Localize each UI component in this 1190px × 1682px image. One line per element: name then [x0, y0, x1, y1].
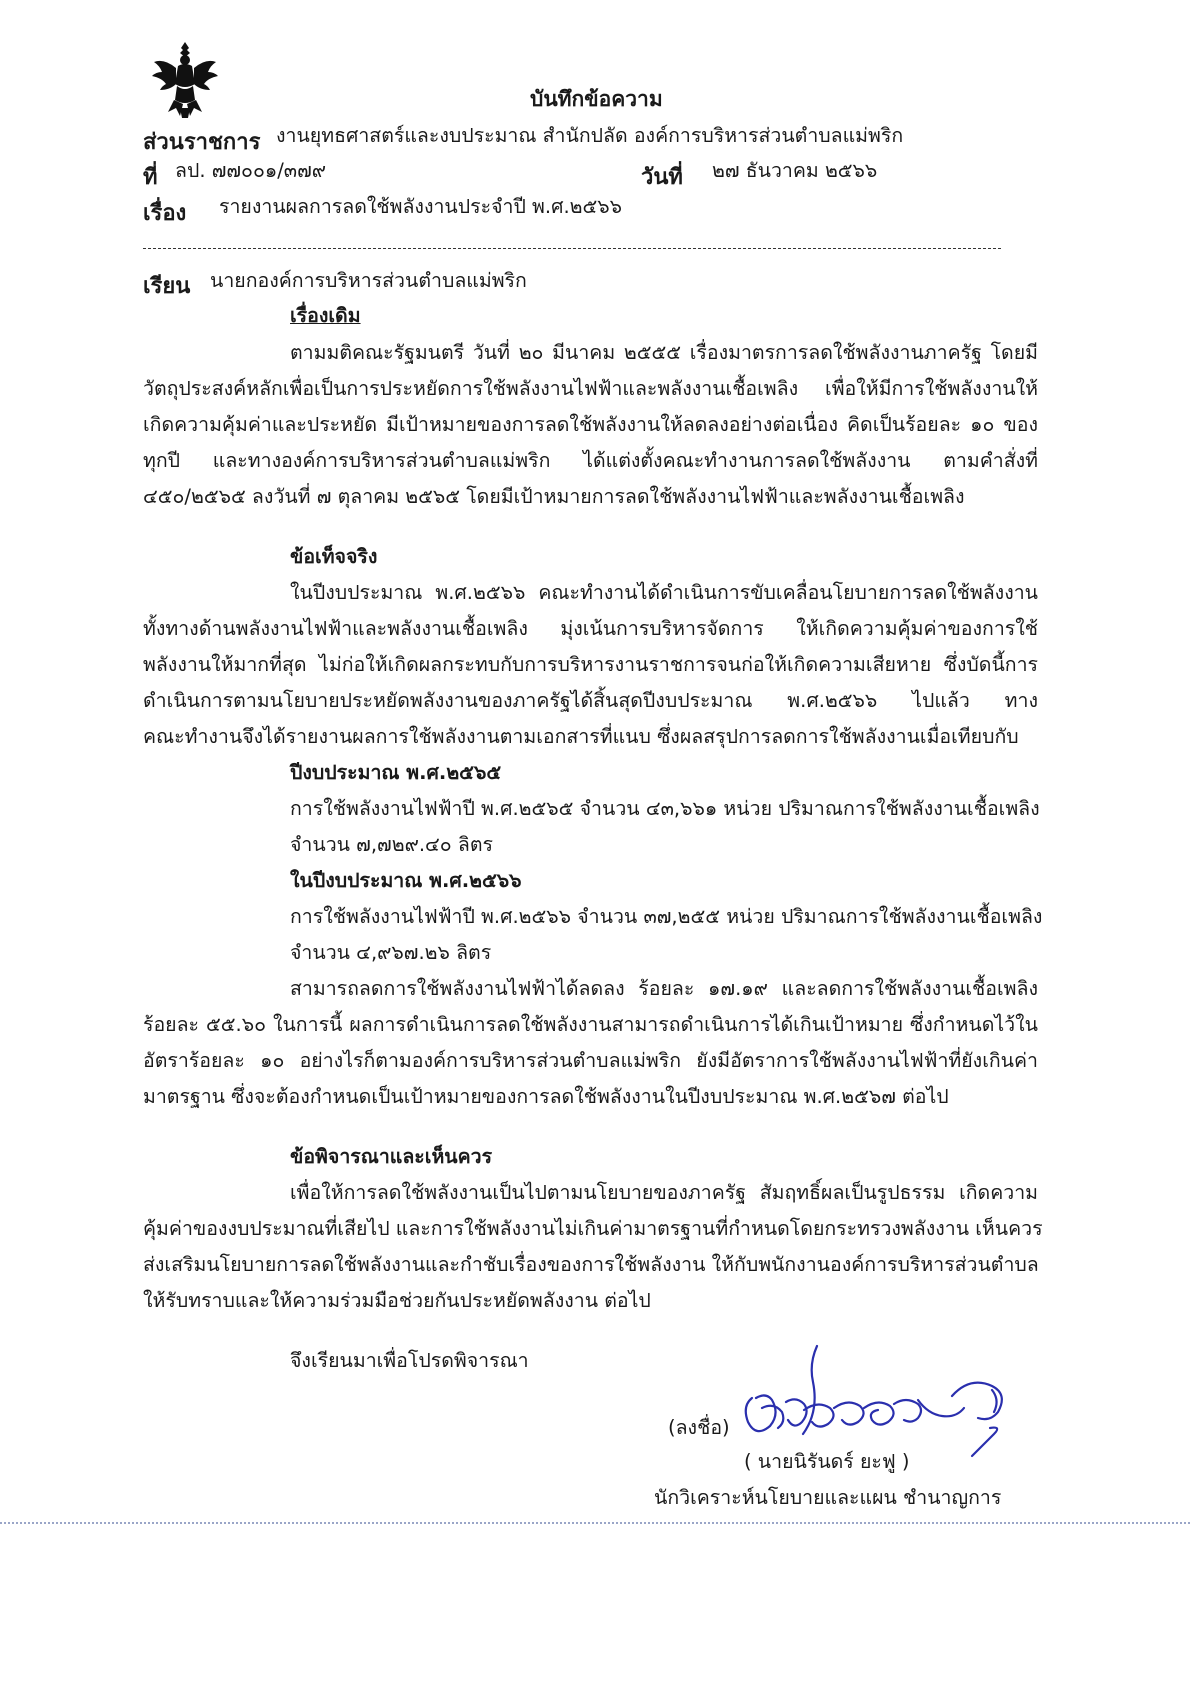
result-line: อัตราร้อยละ ๑๐ อย่างไรก็ตามองค์การบริหารส่วนตำบลแม่พริก ยังมีอัตราการใช้พลังงานไฟฟ้าที่ยังเกินค่า	[143, 1049, 1038, 1072]
agency-label: ส่วนราชการ	[143, 130, 261, 155]
subject-value: รายงานผลการลดใช้พลังงานประจำปี พ.ศ.๒๕๖๖	[219, 195, 623, 218]
facts-line: ทั้งทางด้านพลังงานไฟฟ้าและพลังงานเชื้อเพลิง มุ่งเน้นการบริหารจัดการ ให้เกิดความคุ้มค่าของการใช้	[143, 617, 1038, 640]
facts-line: พลังงานให้มากที่สุด ไม่ก่อให้เกิดผลกระทบกับการบริหารงานราชการจนก่อให้เกิดความเสียหาย ซึ่งบัดนี้การ	[143, 653, 1038, 676]
sign-label: (ลงชื่อ)	[668, 1416, 730, 1439]
memo-title: บันทึกข้อความ	[530, 87, 663, 111]
subject-label: เรื่อง	[143, 201, 187, 226]
background-line: วัตถุประสงค์หลักเพื่อเป็นการประหยัดการใช้พลังงานไฟฟ้าและพลังงานเชื้อเพลิง เพื่อให้มีการใช้พลังงานให้	[143, 377, 1038, 400]
result-line: ร้อยละ ๕๕.๖๐ ในการนี้ ผลการดำเนินการลดใช้พลังงานสามารถดำเนินการได้เกินเป้าหมาย ซึ่งกำหนดไว้ใน	[143, 1013, 1038, 1036]
result-line: มาตรฐาน ซึ่งจะต้องกำหนดเป็นเป้าหมายของการลดใช้พลังงานในปีงบประมาณ พ.ศ.๒๕๖๗ ต่อไป	[143, 1085, 949, 1108]
signatory-position: นักวิเคราะห์นโยบายและแผน ชำนาญการ	[654, 1486, 1002, 1509]
background-line: ทุกปี และทางองค์การบริหารส่วนตำบลแม่พริก ได้แต่งตั้งคณะทำงานการลดใช้พลังงาน ตามคำสั่งที่	[143, 449, 1038, 472]
fy2566-line: การใช้พลังงานไฟฟ้าปี พ.ศ.๒๕๖๖ จำนวน ๓๗,๒๕๕ หน่วย ปริมาณการใช้พลังงานเชื้อเพลิง	[290, 905, 1043, 928]
salutation-to: นายกองค์การบริหารส่วนตำบลแม่พริก	[210, 269, 527, 292]
facts-heading: ข้อเท็จจริง	[290, 545, 378, 568]
considerations-line: เพื่อให้การลดใช้พลังงานเป็นไปตามนโยบายของภาครัฐ สัมฤทธิ์ผลเป็นรูปธรรม เกิดความ	[290, 1181, 1038, 1204]
signatory-name: ( นายนิรันดร์ ยะฟู )	[744, 1450, 910, 1473]
fy2565-heading: ปีงบประมาณ พ.ศ.๒๕๖๕	[290, 761, 502, 784]
doc-number-label: ที่	[143, 165, 158, 190]
fy2565-line: การใช้พลังงานไฟฟ้าปี พ.ศ.๒๕๖๕ จำนวน ๔๓,๖๖๑ หน่วย ปริมาณการใช้พลังงานเชื้อเพลิง	[290, 797, 1040, 820]
considerations-line: ให้รับทราบและให้ความร่วมมือช่วยกันประหยัดพลังงาน ต่อไป	[143, 1289, 651, 1312]
result-line: สามารถลดการใช้พลังงานไฟฟ้าได้ลดลง ร้อยละ ๑๗.๑๙ และลดการใช้พลังงานเชื้อเพลิง	[290, 977, 1038, 1000]
considerations-line: คุ้มค่าของงบประมาณที่เสียไป และการใช้พลังงานไม่เกินค่ามาตรฐานที่กำหนดโดยกระทรวงพลังงาน เห็นควร	[143, 1217, 1043, 1240]
fy2566-heading: ในปีงบประมาณ พ.ศ.๒๕๖๖	[290, 869, 522, 892]
facts-line: คณะทำงานจึงได้รายงานผลการใช้พลังงานตามเอกสารที่แนบ ซึ่งผลสรุปการลดการใช้พลังงานเมื่อเทียบกับ	[143, 725, 1019, 748]
page-bottom-rule	[0, 1522, 1190, 1524]
garuda-emblem-icon	[150, 38, 220, 120]
background-line: ตามมติคณะรัฐมนตรี วันที่ ๒๐ มีนาคม ๒๕๕๕ เรื่องมาตรการลดใช้พลังงานภาครัฐ โดยมี	[290, 341, 1038, 364]
background-line: ๔๕๐/๒๕๖๕ ลงวันที่ ๗ ตุลาคม ๒๕๖๕ โดยมีเป้าหมายการลดใช้พลังงานไฟฟ้าและพลังงานเชื้อเพลิง	[143, 485, 965, 508]
fy2566-line: จำนวน ๔,๙๖๗.๒๖ ลิตร	[290, 941, 492, 964]
header-divider	[143, 248, 1001, 249]
signature-icon	[722, 1338, 1062, 1468]
date-value: ๒๗ ธันวาคม ๒๕๖๖	[712, 159, 878, 182]
background-heading: เรื่องเดิม	[290, 304, 361, 327]
background-line: เกิดความคุ้มค่าและประหยัด มีเป้าหมายของการลดใช้พลังงานให้ลดลงอย่างต่อเนื่อง คิดเป็นร้อยละ ๑๐ ของ	[143, 413, 1038, 436]
doc-number-value: ลป. ๗๗๐๐๑/๓๗๙	[175, 159, 327, 182]
facts-line: ดำเนินการตามนโยบายประหยัดพลังงานของภาครัฐได้สิ้นสุดปีงบประมาณ พ.ศ.๒๕๖๖ ไปแล้ว ทาง	[143, 689, 1038, 712]
salutation-label: เรียน	[143, 274, 191, 299]
considerations-line: ส่งเสริมนโยบายการลดใช้พลังงานและกำชับเรื่องของการใช้พลังงาน ให้กับพนักงานองค์การบริหารส่วนตำบล	[143, 1253, 1039, 1276]
closing-text: จึงเรียนมาเพื่อโปรดพิจารณา	[290, 1349, 529, 1372]
fy2565-line: จำนวน ๗,๗๒๙.๔๐ ลิตร	[290, 833, 493, 856]
considerations-heading: ข้อพิจารณาและเห็นควร	[290, 1145, 493, 1168]
agency-value: งานยุทธศาสตร์และงบประมาณ สำนักปลัด องค์การบริหารส่วนตำบลแม่พริก	[276, 124, 904, 147]
facts-line: ในปีงบประมาณ พ.ศ.๒๕๖๖ คณะทำงานได้ดำเนินการขับเคลื่อนโยบายการลดใช้พลังงาน	[290, 581, 1038, 604]
date-label: วันที่	[641, 165, 683, 190]
